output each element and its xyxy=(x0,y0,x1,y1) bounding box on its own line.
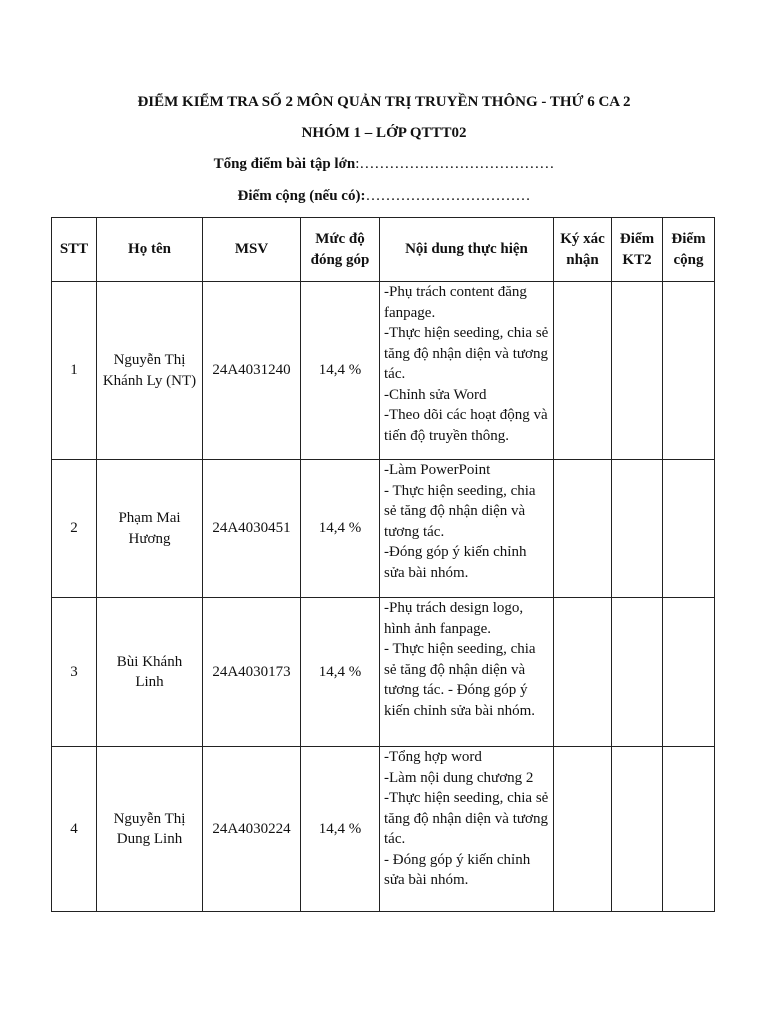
table-row xyxy=(52,460,715,598)
total-score-blank: :………………………………… xyxy=(355,156,555,172)
document-title: ĐIỂM KIỂM TRA SỐ 2 MÔN QUẢN TRỊ TRUYỀN THÔNG - THỨ 6 CA 2 xyxy=(137,94,631,110)
bonus-blank: …………………………… xyxy=(365,188,531,204)
header-signature: Ký xác nhận xyxy=(554,218,612,282)
cell-name: Nguyễn Thị Dung Linh xyxy=(97,747,203,912)
cell-bonus[interactable] xyxy=(663,460,715,598)
cell-score[interactable] xyxy=(612,747,663,912)
cell-score[interactable] xyxy=(612,598,663,747)
table-row xyxy=(52,747,715,912)
header-msv: MSV xyxy=(203,218,301,282)
cell-contribution: 14,4 % xyxy=(301,747,380,912)
header-bonus: Điểm cộng xyxy=(663,218,715,282)
cell-bonus[interactable] xyxy=(663,598,715,747)
cell-stt: 3 xyxy=(52,598,97,747)
table-header-row xyxy=(52,218,715,282)
total-score-line xyxy=(0,156,768,173)
task-line: -Thực hiện seeding, chia sẻ tăng độ nhận diện và tương tác. xyxy=(384,325,549,382)
header-contribution: Mức độ đóng góp xyxy=(301,218,380,282)
task-line: -Thực hiện seeding, chia sẻ tăng độ nhận diện và tương tác. xyxy=(384,790,549,847)
task-line: -Làm nội dung chương 2 xyxy=(384,769,534,786)
task-line: -Chỉnh sửa Word xyxy=(384,386,487,403)
cell-signature[interactable] xyxy=(554,598,612,747)
cell-name: Bùi Khánh Linh xyxy=(97,598,203,747)
bonus-line xyxy=(0,188,768,205)
cell-msv: 24A4030451 xyxy=(203,460,301,598)
cell-stt: 1 xyxy=(52,282,97,460)
task-line: - Thực hiện seeding, chia sẻ tăng độ nhận diện và tương tác. - Đóng góp ý kiến chỉnh sửa bài nhóm. xyxy=(384,641,536,719)
task-line: -Đóng góp ý kiến chỉnh sửa bài nhóm. xyxy=(384,544,527,581)
cell-msv: 24A4030224 xyxy=(203,747,301,912)
cell-bonus[interactable] xyxy=(663,747,715,912)
cell-signature[interactable] xyxy=(554,282,612,460)
cell-contribution: 14,4 % xyxy=(301,598,380,747)
cell-signature[interactable] xyxy=(554,460,612,598)
cell-msv: 24A4031240 xyxy=(203,282,301,460)
task-line: -Làm PowerPoint xyxy=(384,462,491,478)
cell-tasks xyxy=(380,747,554,912)
task-line: -Theo dõi các hoạt động và tiến độ truyền thông. xyxy=(384,407,548,444)
cell-name: Phạm Mai Hương xyxy=(97,460,203,598)
cell-name: Nguyễn Thị Khánh Ly (NT) xyxy=(97,282,203,460)
task-line: - Thực hiện seeding, chia sẻ tăng độ nhận diện và tương tác. xyxy=(384,482,536,540)
table-row xyxy=(52,282,715,460)
cell-tasks xyxy=(380,460,554,598)
cell-contribution: 14,4 % xyxy=(301,460,380,598)
cell-stt: 4 xyxy=(52,747,97,912)
task-line: -Phụ trách design logo, hình ảnh fanpage. xyxy=(384,600,524,637)
group-title: NHÓM 1 – LỚP QTTT02 xyxy=(301,125,467,141)
cell-stt: 2 xyxy=(52,460,97,598)
grades-table xyxy=(51,217,715,912)
task-line: -Tổng hợp word xyxy=(384,749,482,765)
total-score-label: Tổng điểm bài tập lớn xyxy=(213,156,356,172)
cell-bonus[interactable] xyxy=(663,282,715,460)
cell-score[interactable] xyxy=(612,282,663,460)
cell-contribution: 14,4 % xyxy=(301,282,380,460)
table-row xyxy=(52,598,715,747)
cell-tasks xyxy=(380,282,554,460)
task-line: -Phụ trách content đăng fanpage. xyxy=(384,284,527,321)
header-name: Họ tên xyxy=(97,218,203,282)
header-score: Điểm KT2 xyxy=(612,218,663,282)
cell-score[interactable] xyxy=(612,460,663,598)
bonus-label: Điểm cộng (nếu có): xyxy=(237,188,366,204)
cell-tasks xyxy=(380,598,554,747)
task-line: - Đóng góp ý kiến chỉnh sửa bài nhóm. xyxy=(384,851,531,888)
cell-signature[interactable] xyxy=(554,747,612,912)
header-tasks: Nội dung thực hiện xyxy=(380,218,554,282)
header-stt: STT xyxy=(52,218,97,282)
cell-msv: 24A4030173 xyxy=(203,598,301,747)
